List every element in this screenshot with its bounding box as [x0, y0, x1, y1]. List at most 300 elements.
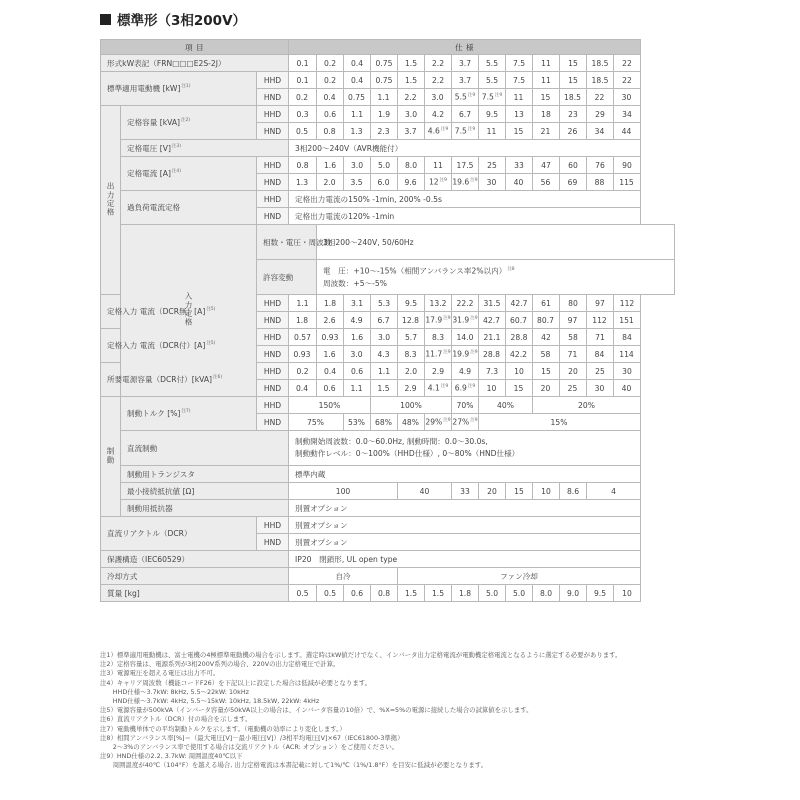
value-cell: [614, 380, 641, 397]
value-cell: [317, 123, 344, 140]
value-cell: [452, 329, 479, 346]
value-cell-text: 23: [568, 109, 578, 119]
value-cell-text: 4.1: [427, 383, 440, 393]
value-cell-text: 18.5: [564, 92, 581, 102]
value-cell: [398, 157, 425, 174]
cooling-row: [101, 568, 675, 585]
overload-hhd-value-text: 定格出力電流の150% -1min, 200% -0.5s: [295, 194, 442, 204]
value-cell-text: 29: [595, 109, 605, 119]
value-cell-text: 3.0: [377, 332, 391, 342]
value-cell-text: 2.0: [404, 366, 418, 376]
value-cell-text: 6.0: [377, 177, 390, 187]
value-cell-text: 5.5: [454, 92, 467, 102]
value-cell-text: 1.1: [350, 109, 364, 119]
value-cell-text: 1.6: [323, 160, 337, 170]
value-cell: [371, 363, 398, 380]
value-cell: [479, 346, 506, 363]
value-cell-text: 0.2: [295, 92, 309, 102]
value-cell-text: 3.0: [350, 160, 364, 170]
value-cell-text: 0.4: [295, 383, 309, 393]
note-mark: 注9: [494, 93, 503, 99]
value-cell-text: 20: [568, 366, 578, 376]
value-cell: [317, 295, 344, 312]
capacity-label-text: 定格容量 [kVA]: [127, 118, 181, 127]
torque-value-text: 100%: [400, 400, 422, 410]
value-cell-text: 97: [595, 298, 605, 308]
value-cell: [371, 346, 398, 363]
value-cell-text: 5.0: [512, 588, 526, 598]
value-cell-text: 40: [513, 177, 524, 187]
value-cell-text: 42.7: [483, 315, 500, 325]
value-cell: [317, 346, 344, 363]
note-mark: 注8: [507, 267, 515, 273]
cooling-fan: [398, 568, 641, 585]
capacity-label: [121, 106, 257, 140]
torque-value: [289, 414, 344, 431]
category-cell: [101, 106, 121, 295]
current-dcr-label: [101, 329, 216, 363]
value-cell-text: 5.0: [377, 160, 391, 170]
value-cell-text: 1.1: [296, 298, 309, 308]
value-cell: [587, 72, 614, 89]
value-cell: [479, 174, 506, 191]
mode-cell: [257, 208, 289, 225]
value-cell: [425, 157, 452, 174]
resistor-min-value-text: 4: [611, 486, 616, 496]
enclosure-label-text: 保護構造（IEC60529）: [107, 554, 190, 564]
value-cell-text: 0.6: [350, 588, 364, 598]
value-cell-text: 21.1: [483, 332, 501, 342]
overload-hhd-row: [101, 191, 675, 208]
value-cell-text: 19.9: [452, 349, 470, 359]
value-cell-text: 18: [541, 109, 551, 119]
value-cell: [614, 585, 641, 602]
footnote-line: 注6）直流リアクトル（DCR）付の場合を示します。: [100, 715, 252, 724]
footnotes: [100, 651, 700, 771]
value-cell: [344, 363, 371, 380]
value-cell: [614, 312, 641, 329]
mass-label: [101, 585, 289, 602]
mode-cell-text: HHD: [263, 366, 282, 376]
value-cell-text: 0.5: [295, 126, 309, 136]
value-cell: [398, 329, 425, 346]
note-mark: 注9: [467, 127, 476, 133]
current-no-dcr-label-text: 定格入力 電流（DCR無）[A]: [107, 307, 206, 316]
mode-cell-text: HND: [263, 383, 282, 393]
value-cell-text: 0.4: [323, 366, 337, 376]
value-cell: [344, 106, 371, 123]
overload-label-text: 過負荷電流定格: [127, 203, 181, 212]
resistor-row: [101, 500, 675, 517]
motor-label-text: 標準適用電動機 [kW]: [107, 84, 181, 93]
value-cell-text: 10: [622, 588, 632, 598]
value-cell: [506, 106, 533, 123]
torque-value-text: 27%: [452, 417, 470, 427]
dcr-hhd-row: [101, 517, 675, 534]
value-cell: [587, 346, 614, 363]
header-item: [101, 40, 289, 55]
value-cell: [506, 329, 533, 346]
note-mark: 注9: [470, 418, 478, 424]
value-cell-text: 0.2: [323, 58, 337, 68]
value-cell-text: 0.8: [323, 126, 336, 136]
category-cell: [101, 397, 121, 517]
value-cell: [560, 295, 587, 312]
value-cell-text: 25: [487, 160, 497, 170]
value-cell-text: 84: [622, 332, 632, 342]
value-cell: [533, 585, 560, 602]
value-cell-text: 22: [594, 92, 605, 102]
value-cell: [371, 55, 398, 72]
note-mark: 注5): [206, 341, 216, 347]
value-cell: [533, 174, 560, 191]
value-cell: [506, 312, 533, 329]
value-cell-text: 0.4: [350, 75, 364, 85]
resistor-min-value: [479, 483, 506, 500]
value-cell: [317, 89, 344, 106]
torque-value: [289, 397, 371, 414]
value-cell-text: 3.7: [458, 75, 472, 85]
value-cell: [289, 157, 317, 174]
value-cell: [398, 72, 425, 89]
value-cell-text: 11: [433, 160, 443, 170]
value-cell: [587, 295, 614, 312]
value-cell-text: 71: [567, 349, 578, 359]
value-cell: [614, 123, 641, 140]
value-cell: [533, 123, 560, 140]
value-cell: [344, 312, 371, 329]
value-cell: [560, 55, 587, 72]
value-cell-text: 2.3: [377, 126, 390, 136]
value-cell-text: 10: [486, 383, 497, 393]
value-cell: [289, 346, 317, 363]
value-cell: [425, 363, 452, 380]
value-cell-text: 3.1: [350, 298, 364, 308]
dcr-hhd-value: [289, 517, 641, 534]
dcr-hnd-value-text: 別置オプション: [295, 537, 348, 547]
mode-cell: [257, 329, 289, 346]
value-cell-text: 114: [619, 349, 634, 359]
value-cell-text: 7.5: [512, 75, 526, 85]
resistor-min-value-text: 33: [460, 486, 470, 496]
power-label: [101, 363, 223, 397]
value-cell-text: 58: [568, 332, 578, 342]
value-cell-text: 44: [621, 126, 632, 136]
value-cell: [317, 329, 344, 346]
value-cell-text: 9.5: [485, 109, 499, 119]
value-cell-text: 1.3: [350, 126, 363, 136]
value-cell: [614, 55, 641, 72]
torque-value-text: 29%: [425, 417, 443, 427]
voltage-row: [101, 140, 675, 157]
value-cell-text: 80.7: [537, 315, 554, 325]
resistor-min-value: [506, 483, 533, 500]
mode-cell: [257, 106, 289, 123]
mode-cell: [257, 174, 289, 191]
value-cell-text: 8.0: [404, 160, 418, 170]
value-cell: [479, 312, 506, 329]
value-cell-text: 42: [541, 332, 551, 342]
value-cell: [425, 123, 452, 140]
mode-cell: [257, 123, 289, 140]
value-cell-text: 2.6: [323, 315, 336, 325]
footnote-line: HHD仕様～3.7kW: 8kHz, 5.5～22kW: 10kHz: [100, 687, 249, 696]
value-cell: [425, 89, 452, 106]
value-cell: [398, 380, 425, 397]
value-cell: [289, 295, 317, 312]
value-cell: [479, 363, 506, 380]
tolerance-value: [317, 260, 675, 295]
model-label: [101, 55, 289, 72]
torque-value-text: 40%: [497, 400, 514, 410]
value-cell-text: 9.5: [404, 298, 418, 308]
value-cell-text: 31.5: [483, 298, 501, 308]
value-cell-text: 1.9: [377, 109, 391, 119]
tolerance-voltage: 電 圧：+10～-15%（相間アンバランス率2%以内）: [323, 266, 507, 276]
value-cell: [533, 72, 560, 89]
value-cell-text: 1.6: [323, 349, 336, 359]
value-cell: [506, 380, 533, 397]
value-cell: [614, 89, 641, 106]
value-cell-text: 0.5: [323, 588, 337, 598]
torque-value: [452, 414, 479, 431]
value-cell: [479, 295, 506, 312]
current-dcr-label-text: 定格入力 電流（DCR付）[A]: [107, 341, 206, 350]
torque-hhd-row: [101, 397, 675, 414]
torque-value-text: 70%: [456, 400, 474, 410]
mode-cell: [257, 380, 289, 397]
value-cell: [506, 174, 533, 191]
value-cell-text: 60.7: [510, 315, 527, 325]
value-cell: [560, 329, 587, 346]
value-cell-text: 1.5: [404, 588, 418, 598]
value-cell-text: 88: [594, 177, 605, 187]
value-cell-text: 69: [567, 177, 578, 187]
dc-brake-label: [121, 431, 289, 466]
value-cell-text: 22.2: [456, 298, 474, 308]
value-cell: [398, 585, 425, 602]
value-cell-text: 4.9: [350, 315, 363, 325]
value-cell-text: 4.2: [431, 109, 445, 119]
value-cell: [560, 585, 587, 602]
mode-cell: [257, 414, 289, 431]
torque-value-text: 15%: [550, 417, 568, 427]
value-cell: [289, 174, 317, 191]
value-cell-text: 17.5: [456, 160, 474, 170]
cooling-natural: [289, 568, 398, 585]
value-cell: [614, 174, 641, 191]
value-cell-text: 2.0: [323, 177, 336, 187]
value-cell-text: 58: [540, 349, 551, 359]
footnote-line: 注4）キャリア周波数（機能コードF26）を下記以上に設定した場合は低減が必要となります。: [100, 678, 371, 687]
mode-cell: [257, 72, 289, 89]
resistor-min-value: [587, 483, 641, 500]
value-cell: [398, 106, 425, 123]
value-cell: [587, 380, 614, 397]
mode-cell: [257, 89, 289, 106]
transistor-value-text: 標準内蔵: [295, 469, 326, 479]
voltage-value-text: 3相200～240V（AVR機能付）: [295, 143, 403, 153]
value-cell: [344, 55, 371, 72]
value-cell-text: 1.5: [377, 383, 390, 393]
value-cell-text: 0.4: [323, 92, 336, 102]
value-cell: [317, 72, 344, 89]
value-cell-text: 25: [567, 383, 578, 393]
mode-cell-text: HND: [263, 315, 282, 325]
tolerance-frequency: 周波数：+5～-5%: [323, 278, 387, 288]
value-cell: [560, 123, 587, 140]
resistor-min-label-text: 最小接続抵抗値 [Ω]: [127, 486, 195, 496]
value-cell-text: 0.8: [377, 588, 391, 598]
value-cell: [452, 295, 479, 312]
value-cell: [533, 295, 560, 312]
value-cell-text: 0.93: [293, 349, 311, 359]
value-cell: [452, 174, 479, 191]
tolerance-label-text: 許容変動: [263, 272, 294, 282]
value-cell: [371, 123, 398, 140]
note-mark: 注9: [470, 178, 478, 184]
value-cell: [317, 157, 344, 174]
overload-hhd-value: [289, 191, 641, 208]
value-cell: [289, 380, 317, 397]
value-cell-text: 5.5: [485, 75, 499, 85]
value-cell-text: 2.9: [431, 366, 445, 376]
category-label: 制動: [106, 446, 115, 465]
value-cell: [371, 380, 398, 397]
value-cell-text: 1.6: [350, 332, 364, 342]
value-cell-text: 9.0: [566, 588, 580, 598]
footnote-line: 注7）電動機単体での平均制動トルクを示します。（電動機の効率により変化します。）: [100, 724, 346, 733]
model-row: [101, 55, 675, 72]
torque-value-text: 68%: [375, 417, 392, 427]
value-cell: [479, 106, 506, 123]
value-cell-text: 22: [622, 75, 632, 85]
enclosure-label: [101, 551, 289, 568]
value-cell-text: 115: [619, 177, 634, 187]
value-cell-text: 47: [541, 160, 551, 170]
section-title: 標準形（3相200V）: [117, 13, 247, 29]
torque-value-text: 48%: [402, 417, 419, 427]
phases-label-text: 相数・電圧・周波数: [263, 237, 332, 247]
value-cell-text: 25: [595, 366, 605, 376]
value-cell-text: 2.2: [431, 75, 445, 85]
value-cell: [587, 329, 614, 346]
value-cell-text: 84: [594, 349, 605, 359]
value-cell: [371, 312, 398, 329]
mode-cell-text: HHD: [263, 400, 282, 410]
value-cell: [506, 55, 533, 72]
value-cell-text: 0.57: [294, 332, 311, 342]
value-cell: [317, 363, 344, 380]
mode-cell-text: HND: [263, 92, 282, 102]
value-cell: [344, 174, 371, 191]
value-cell-text: 0.2: [296, 366, 309, 376]
value-cell: [398, 174, 425, 191]
note-mark: 注9: [470, 350, 478, 356]
note-mark: 注5): [206, 307, 216, 313]
value-cell-text: 0.75: [348, 92, 365, 102]
transistor-label-text: 制動用トランジスタ: [127, 469, 195, 479]
value-cell-text: 11: [541, 58, 551, 68]
value-cell-text: 0.93: [321, 332, 339, 342]
dcr-hhd-value-text: 別置オプション: [295, 520, 348, 530]
value-cell: [371, 329, 398, 346]
value-cell-text: 30: [594, 383, 605, 393]
value-cell-text: 0.1: [296, 75, 309, 85]
value-cell: [425, 380, 452, 397]
value-cell: [506, 585, 533, 602]
torque-value: [479, 397, 533, 414]
current-hhd-row: [101, 157, 675, 174]
value-cell-text: 15: [541, 366, 551, 376]
value-cell: [479, 89, 506, 106]
value-cell: [425, 312, 452, 329]
mass-row: [101, 585, 675, 602]
value-cell: [371, 295, 398, 312]
voltage-label: [121, 140, 289, 157]
value-cell: [398, 363, 425, 380]
value-cell: [560, 363, 587, 380]
value-cell-text: 15: [513, 383, 524, 393]
model-label-text: 形式kW表記（FRN□□□E2S-2J）: [107, 58, 226, 68]
current-label-text: 定格電流 [A]: [127, 169, 171, 178]
value-cell-text: 7.5: [481, 92, 494, 102]
value-cell-text: 1.5: [404, 58, 418, 68]
enclosure-value-text: IP20 閉鎖形, UL open type: [295, 554, 398, 564]
value-cell-text: 1.1: [377, 92, 390, 102]
value-cell: [371, 157, 398, 174]
value-cell: [289, 89, 317, 106]
square-bullet-icon: [100, 14, 111, 25]
value-cell-text: 1.8: [458, 588, 472, 598]
value-cell: [398, 312, 425, 329]
value-cell: [289, 585, 317, 602]
value-cell: [506, 346, 533, 363]
note-mark: 注9: [439, 178, 448, 184]
cooling-label-text: 冷却方式: [107, 571, 138, 581]
value-cell: [344, 72, 371, 89]
value-cell-text: 11: [541, 75, 551, 85]
mode-cell-text: HND: [263, 349, 282, 359]
value-cell-text: 13.2: [429, 298, 447, 308]
note-mark: 注9: [443, 350, 451, 356]
value-cell-text: 112: [592, 315, 607, 325]
value-cell: [587, 174, 614, 191]
torque-label: [121, 397, 257, 431]
value-cell-text: 6.7: [377, 315, 390, 325]
value-cell-text: 40: [621, 383, 632, 393]
value-cell-text: 1.1: [350, 383, 363, 393]
value-cell-text: 71: [595, 332, 605, 342]
note-mark: 注9: [440, 384, 449, 390]
footnote-line: 周囲温度が40℃（104°F）を越える場合, 出力定格電流は本書記載に対して1%/℃（1%/1.8°F）を目安に低減が必要となります。: [100, 761, 488, 770]
value-cell: [371, 106, 398, 123]
value-cell: [317, 55, 344, 72]
mode-cell-text: HND: [263, 126, 282, 136]
value-cell: [614, 106, 641, 123]
dc-brake-line2: 制動動作レベル：0～100%（HHD仕様）, 0～80%（HND仕様）: [295, 449, 520, 458]
voltage-label-text: 定格電圧 [V]: [127, 143, 171, 153]
value-cell: [479, 157, 506, 174]
motor-label: [101, 72, 257, 106]
value-cell-text: 0.8: [296, 160, 309, 170]
value-cell: [452, 72, 479, 89]
value-cell-text: 9.5: [593, 588, 607, 598]
note-mark: 注7): [181, 409, 191, 415]
value-cell: [614, 346, 641, 363]
value-cell: [587, 55, 614, 72]
resistor-value-text: 別置オプション: [295, 503, 348, 513]
